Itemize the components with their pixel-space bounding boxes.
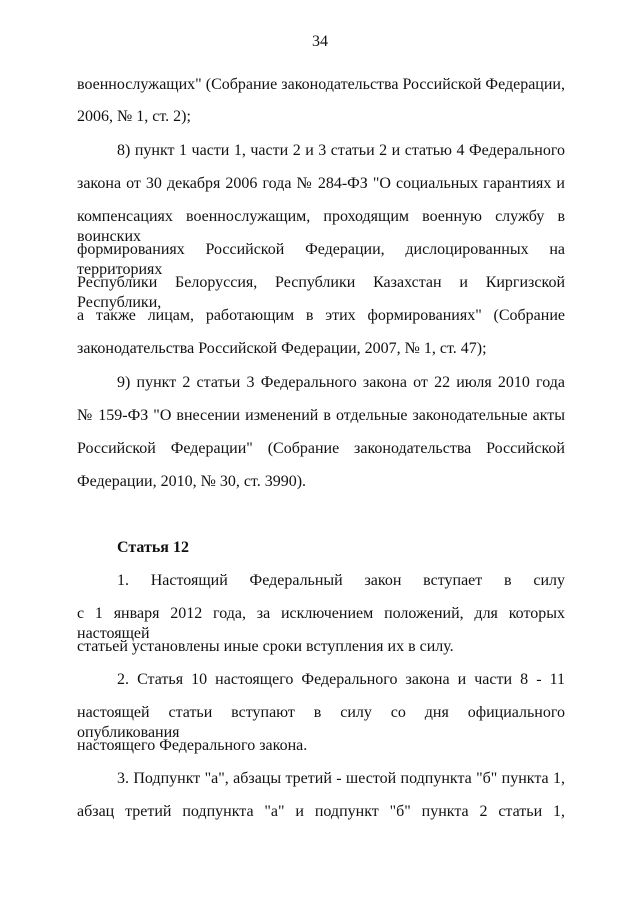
text-line: № 159-ФЗ "О внесении изменений в отдельные законодательные акты <box>77 407 565 424</box>
text-line: 2006, № 1, ст. 2); <box>77 108 191 125</box>
text-line: 8) пункт 1 части 1, части 2 и 3 статьи 2 и статью 4 Федерального <box>117 142 565 159</box>
text-line: абзац третий подпункта "а" и подпункт "б" пункта 2 статьи 1, <box>77 803 565 820</box>
text-line: 3. Подпункт "а", абзацы третий - шестой подпункта "б" пункта 1, <box>117 770 565 787</box>
text-line: а также лицам, работающим в этих формированиях" (Собрание <box>77 307 565 324</box>
text-line: Российской Федерации" (Собрание законодательства Российской <box>77 440 565 457</box>
page-number: 34 <box>312 33 328 50</box>
text-line: закона от 30 декабря 2006 года № 284-ФЗ "О социальных гарантиях и <box>77 175 565 192</box>
text-line: военнослужащих" (Собрание законодательства Российской Федерации, <box>77 76 565 93</box>
article-heading: Статья 12 <box>117 539 189 556</box>
text-line: с 1 января 2012 года, за исключением положений, для которых настоящей <box>77 605 565 642</box>
text-line: формированиях Российской Федерации, дислоцированных на территориях <box>77 241 565 278</box>
text-line: настоящей статьи вступают в силу со дня официального опубликования <box>77 704 565 741</box>
text-line: 9) пункт 2 статьи 3 Федерального закона от 22 июля 2010 года <box>117 374 565 391</box>
text-line: компенсациях военнослужащим, проходящим военную службу в воинских <box>77 208 565 245</box>
text-line: 1. Настоящий Федеральный закон вступает в силу <box>117 572 565 589</box>
text-line: Республики Белоруссия, Республики Казахстан и Киргизской Республики, <box>77 274 565 311</box>
text-line: настоящего Федерального закона. <box>77 737 308 754</box>
text-line: законодательства Российской Федерации, 2007, № 1, ст. 47); <box>77 340 487 357</box>
text-line: статьей установлены иные сроки вступления их в силу. <box>77 638 454 655</box>
text-line: Федерации, 2010, № 30, ст. 3990). <box>77 473 307 490</box>
text-line: 2. Статья 10 настоящего Федерального закона и части 8 - 11 <box>117 671 565 688</box>
